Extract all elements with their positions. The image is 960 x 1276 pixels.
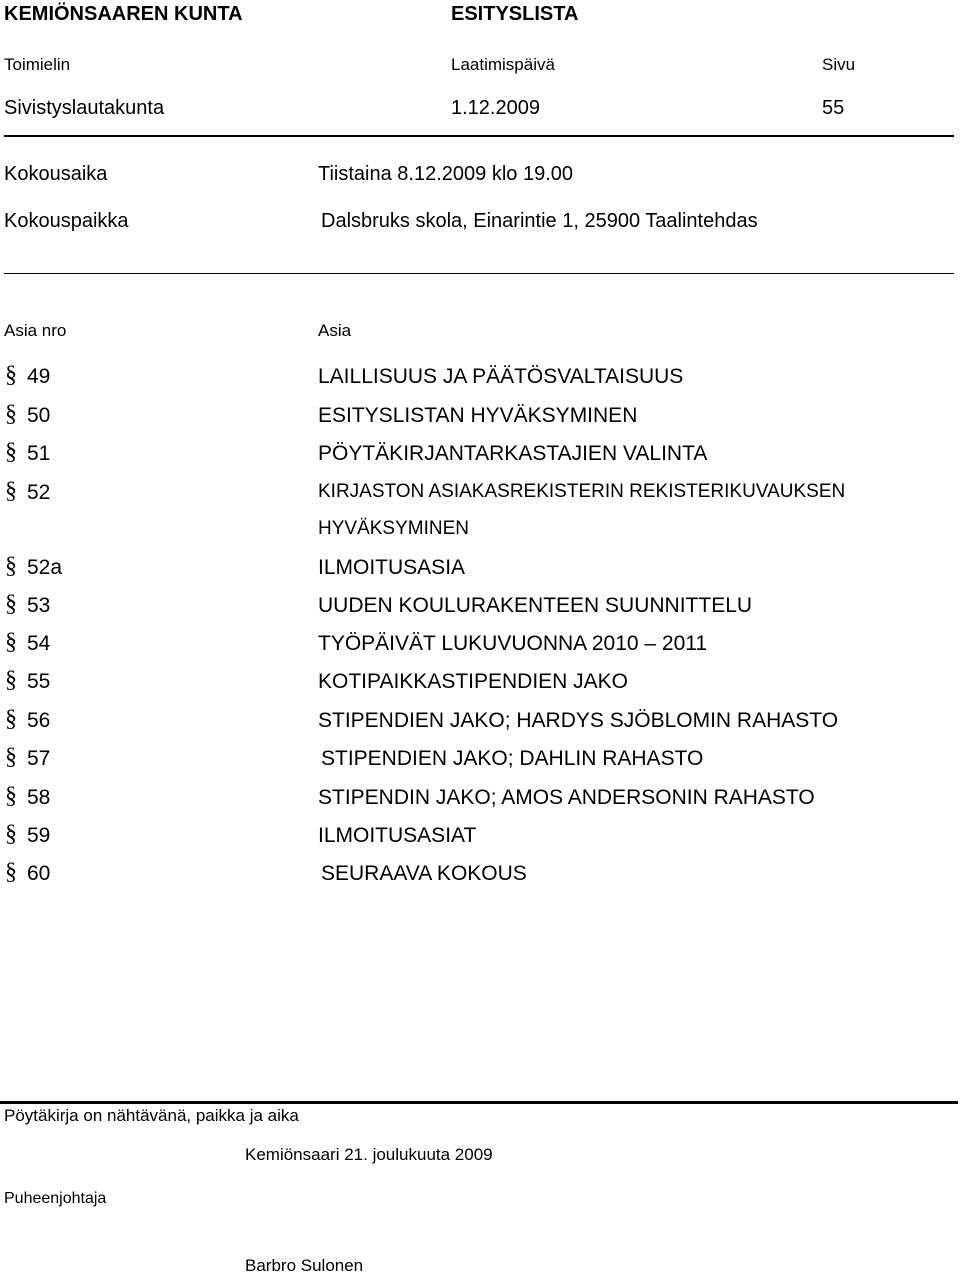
agenda-col-nro: Asia nro — [4, 321, 67, 340]
agenda-item — [0, 362, 960, 403]
agenda-item — [0, 667, 960, 708]
agenda-item-number: 51 — [27, 442, 51, 465]
agenda-item-title: STIPENDIN JAKO; AMOS ANDERSONIN RAHASTO — [318, 786, 815, 809]
notice-place-date: Kemiönsaari 21. joulukuuta 2009 — [245, 1145, 493, 1164]
notice-label: Pöytäkirja on nähtävänä, paikka ja aika — [4, 1106, 299, 1125]
agenda-item-title: UUDEN KOULURAKENTEEN SUUNNITTELU — [318, 594, 753, 617]
agenda-item — [0, 591, 960, 632]
agenda-item-title: ILMOITUSASIA — [318, 556, 466, 579]
meeting-divider — [4, 273, 954, 274]
agenda-item-number: 54 — [27, 632, 51, 655]
body-name: Sivistyslautakunta — [4, 97, 165, 119]
agenda-item-title: SEURAAVA KOKOUS — [321, 862, 527, 885]
agenda-item-number: 55 — [27, 670, 51, 693]
agenda-item — [0, 478, 960, 539]
agenda-item-number: 58 — [27, 786, 51, 809]
agenda-item-number: 59 — [27, 824, 51, 847]
agenda-item — [0, 439, 960, 480]
agenda-item-title-continued: HYVÄKSYMINEN — [318, 518, 469, 539]
meeting-place-label: Kokouspaikka — [4, 210, 129, 232]
agenda-item-number: 53 — [27, 594, 51, 617]
document-type: ESITYSLISTA — [451, 3, 579, 25]
agenda-item-title: PÖYTÄKIRJANTARKASTAJIEN VALINTA — [318, 442, 708, 465]
agenda-col-asia: Asia — [318, 321, 352, 340]
agenda-item-title: LAILLISUUS JA PÄÄTÖSVALTAISUUS — [318, 365, 684, 388]
section-sign: § — [5, 783, 17, 809]
agenda-item-number: 57 — [27, 747, 51, 770]
section-sign: § — [5, 859, 17, 885]
agenda-item — [0, 744, 960, 785]
agenda-item-title: ILMOITUSASIAT — [318, 824, 477, 847]
section-sign: § — [5, 667, 17, 693]
agenda-item — [0, 821, 960, 862]
meeting-place-value: Dalsbruks skola, Einarintie 1, 25900 Taalintehdas — [321, 210, 758, 232]
chair-name: Barbro Sulonen — [245, 1256, 364, 1275]
agenda-item-title: ESITYSLISTAN HYVÄKSYMINEN — [318, 404, 638, 427]
label-page: Sivu — [822, 55, 856, 74]
agenda-item-number: 60 — [27, 862, 51, 885]
section-sign: § — [5, 821, 17, 847]
agenda-item-number: 52 — [27, 481, 51, 504]
agenda-item — [0, 783, 960, 824]
agenda-item — [0, 706, 960, 747]
section-sign: § — [5, 401, 17, 427]
meeting-time-value: Tiistaina 8.12.2009 klo 19.00 — [318, 163, 573, 185]
agenda-item-title: KIRJASTON ASIAKASREKISTERIN REKISTERIKUVAUKSEN — [318, 481, 846, 502]
label-date: Laatimispäivä — [451, 55, 555, 74]
agenda-item-number: 52a — [27, 556, 63, 579]
agenda-item-number: 50 — [27, 404, 51, 427]
section-sign: § — [5, 439, 17, 465]
agenda-item-title: TYÖPÄIVÄT LUKUVUONNA 2010 – 2011 — [318, 632, 708, 655]
meeting-time-label: Kokousaika — [4, 163, 108, 185]
agenda-item — [0, 859, 960, 900]
agenda-item-number: 56 — [27, 709, 51, 732]
agenda-item — [0, 629, 960, 670]
document-date: 1.12.2009 — [451, 97, 540, 119]
agenda-item — [0, 401, 960, 442]
agenda-item-title: STIPENDIEN JAKO; HARDYS SJÖBLOMIN RAHASTO — [318, 709, 839, 732]
municipality-name: KEMIÖNSAAREN KUNTA — [4, 3, 243, 25]
footer-divider — [0, 1101, 958, 1104]
section-sign: § — [5, 629, 17, 655]
agenda-item-title: KOTIPAIKKASTIPENDIEN JAKO — [318, 670, 629, 693]
header-divider — [4, 135, 954, 137]
section-sign: § — [5, 478, 17, 504]
agenda-item-number: 49 — [27, 365, 51, 388]
section-sign: § — [5, 706, 17, 732]
section-sign: § — [5, 591, 17, 617]
agenda-item-title: STIPENDIEN JAKO; DAHLIN RAHASTO — [321, 747, 704, 770]
page-number: 55 — [822, 97, 845, 119]
chair-label: Puheenjohtaja — [4, 1190, 107, 1207]
section-sign: § — [5, 744, 17, 770]
label-body: Toimielin — [4, 55, 71, 74]
section-sign: § — [5, 362, 17, 388]
agenda-item — [0, 553, 960, 594]
section-sign: § — [5, 553, 17, 579]
